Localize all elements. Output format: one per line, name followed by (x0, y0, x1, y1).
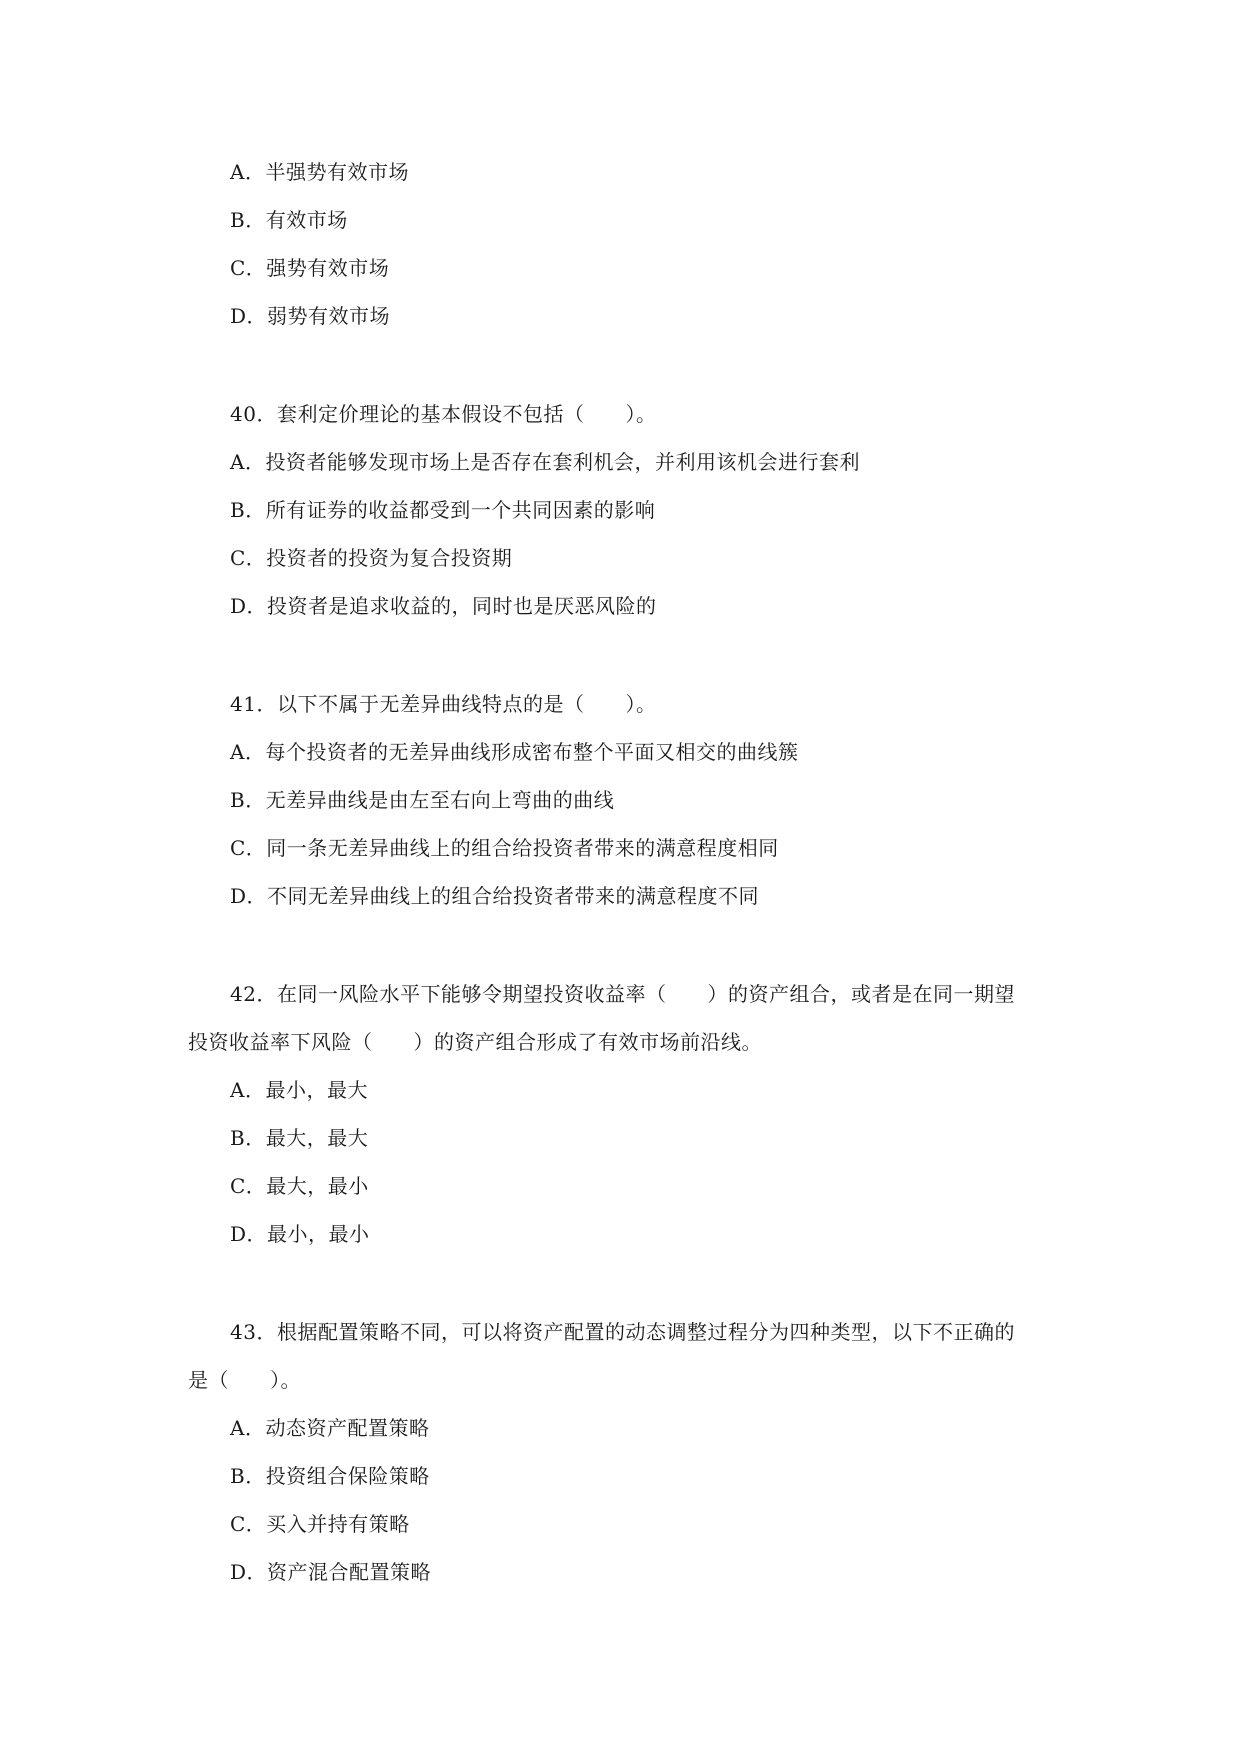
question-40-option-a: A．投资者能够发现市场上是否存在套利机会，并利用该机会进行套利 (230, 450, 860, 474)
question-42-stem-line2: 投资收益率下风险（ ）的资产组合形成了有效市场前沿线。 (188, 1030, 762, 1054)
question-43-stem-line1: 43．根据配置策略不同，可以将资产配置的动态调整过程分为四种类型，以下不正确的 (230, 1320, 1015, 1344)
question-43-option-c: C．买入并持有策略 (230, 1512, 410, 1536)
question-42-option-b: B．最大，最大 (230, 1126, 369, 1150)
question-40-option-d: D．投资者是追求收益的，同时也是厌恶风险的 (230, 594, 657, 618)
question-42-option-c: C．最大，最小 (230, 1174, 369, 1198)
option-d: D．弱势有效市场 (230, 304, 391, 328)
question-42-option-d: D．最小，最小 (230, 1222, 370, 1246)
question-40-option-b: B．所有证券的收益都受到一个共同因素的影响 (230, 498, 656, 522)
question-42-stem-line1: 42．在同一风险水平下能够令期望投资收益率（ ）的资产组合，或者是在同一期望 (230, 982, 1015, 1006)
question-41-option-a: A．每个投资者的无差异曲线形成密布整个平面又相交的曲线簇 (230, 740, 799, 764)
question-43-stem-line2: 是（ ）。 (188, 1368, 301, 1392)
option-c: C．强势有效市场 (230, 256, 390, 280)
question-43-option-d: D．资产混合配置策略 (230, 1560, 432, 1584)
question-41-stem: 41．以下不属于无差异曲线特点的是（ ）。 (230, 692, 657, 716)
question-43-option-b: B．投资组合保险策略 (230, 1464, 430, 1488)
question-41-option-c: C．同一条无差异曲线上的组合给投资者带来的满意程度相同 (230, 836, 779, 860)
option-b: B．有效市场 (230, 208, 348, 232)
option-a: A．半强势有效市场 (230, 160, 409, 184)
question-42-option-a: A．最小，最大 (230, 1078, 368, 1102)
question-41-option-b: B．无差异曲线是由左至右向上弯曲的曲线 (230, 788, 615, 812)
question-41-option-d: D．不同无差异曲线上的组合给投资者带来的满意程度不同 (230, 884, 760, 908)
question-40-option-c: C．投资者的投资为复合投资期 (230, 546, 513, 570)
question-40-stem: 40．套利定价理论的基本假设不包括（ ）。 (230, 402, 657, 426)
question-43-option-a: A．动态资产配置策略 (230, 1416, 430, 1440)
